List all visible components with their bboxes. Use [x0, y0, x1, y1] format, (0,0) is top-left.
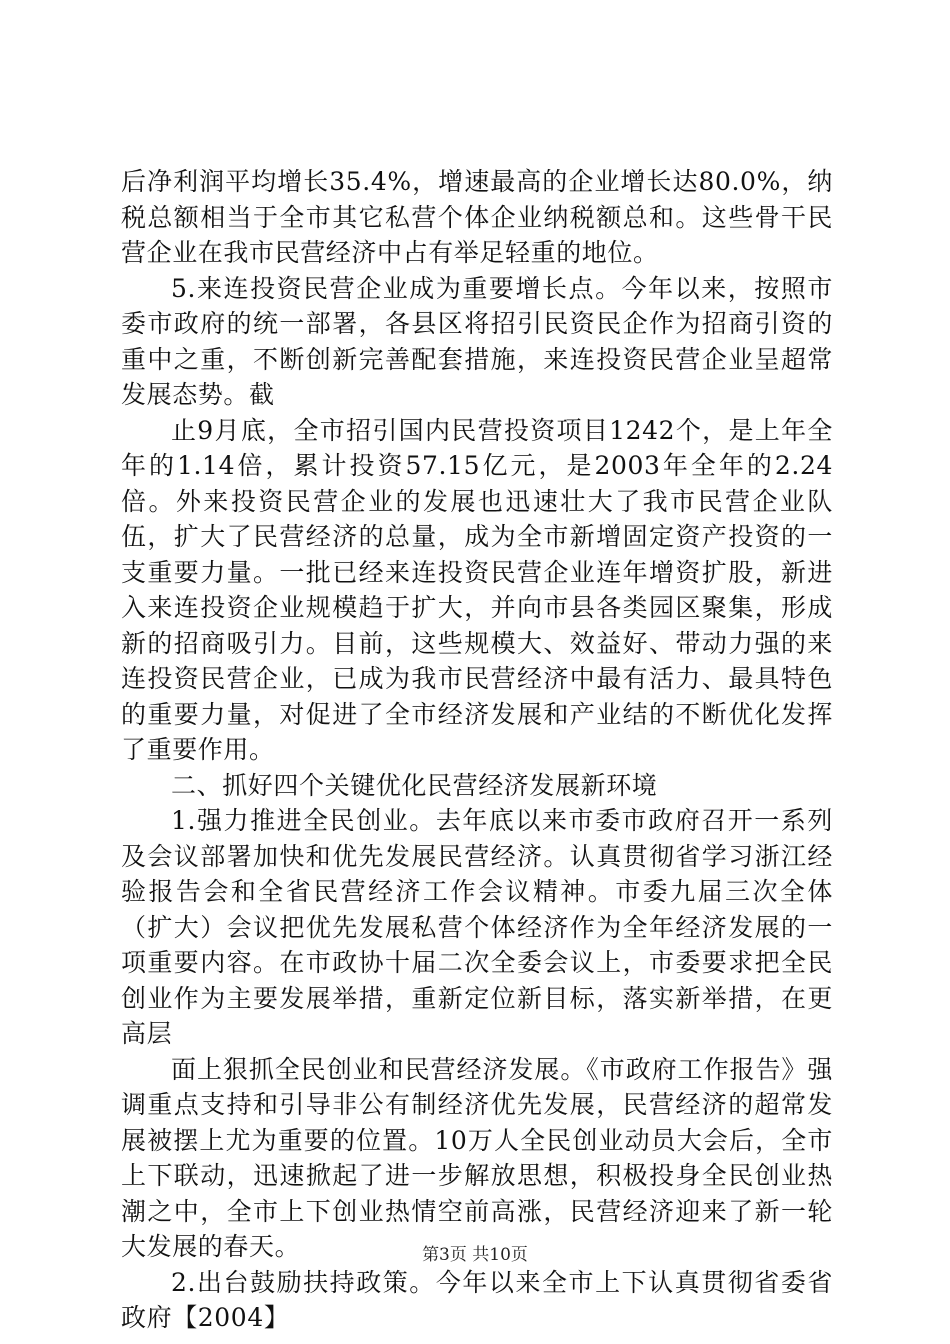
paragraph-item-5-investment: 5.来连投资民营企业成为重要增长点。今年以来，按照市委市政府的统一部署，各县区将招引民资民企作为招商引资的重中之重，不断创新完善配套措施，来连投资民营企业呈超常发展态势。截 — [121, 273, 833, 409]
paragraph-investment-details: 止9月底，全市招引国内民营投资项目1242个，是上年全年的1.14倍，累计投资57.15亿元，是2003年全年的2.24倍。外来投资民营企业的发展也迅速壮大了我市民营企业队伍，扩大了民营经济的总量，成为全市新增固定资产投资的一支重要力量。一批已经来连投资民营企业连年增资扩股，新进入来连投资企业规模趋于扩大，并向市县各类园区聚集，形成新的招商吸引力。目前，这些规模大、效益好、带动力强的来连投资民营企业，已成为我市民营经济中最有活力、最具特色的重要力量，对促进了全市经济发展和产业结的不断优化发挥了重要作用。 — [121, 415, 833, 764]
paragraph-item-1-entrepreneurship: 1.强力推进全民创业。去年底以来市委市政府召开一系列及会议部署加快和优先发展民营经济。认真贯彻省学习浙江经验报告会和全省民营经济工作会议精神。市委九届三次全体（扩大）会议把优先发展私营个体经济作为全年经济发展的一项重要内容。在市政协十届二次全委会议上，市委要求把全民创业作为主要发展举措，重新定位新目标，落实新举措，在更高层 — [121, 806, 833, 1048]
section-heading-two: 二、抓好四个关键优化民营经济发展新环境 — [171, 770, 658, 800]
page-number-footer: 第3页 共10页 — [422, 1245, 528, 1265]
document-body — [121, 164, 833, 1336]
paragraph-entrepreneurship-continued: 面上狠抓全民创业和民营经济发展。《市政府工作报告》强调重点支持和引导非公有制经济优先发展，民营经济的超常发展被摆上尤为重要的位置。10万人全民创业动员大会后，全市上下联动，迅速掀起了进一步解放思想，积极投身全民创业热潮之中，全市上下创业热情空前高涨，民营经济迎来了新一轮大发展的春天。 — [121, 1054, 833, 1261]
paragraph-item-2-policy: 2.出台鼓励扶持政策。今年以来全市上下认真贯彻省委省政府【2004】 — [121, 1267, 833, 1332]
paragraph-continued-profit: 后净利润平均增长35.4%，增速最高的企业增长达80.0%，纳税总额相当于全市其它私营个体企业纳税额总和。这些骨干民营企业在我市民营经济中占有举足轻重的地位。 — [121, 167, 833, 267]
